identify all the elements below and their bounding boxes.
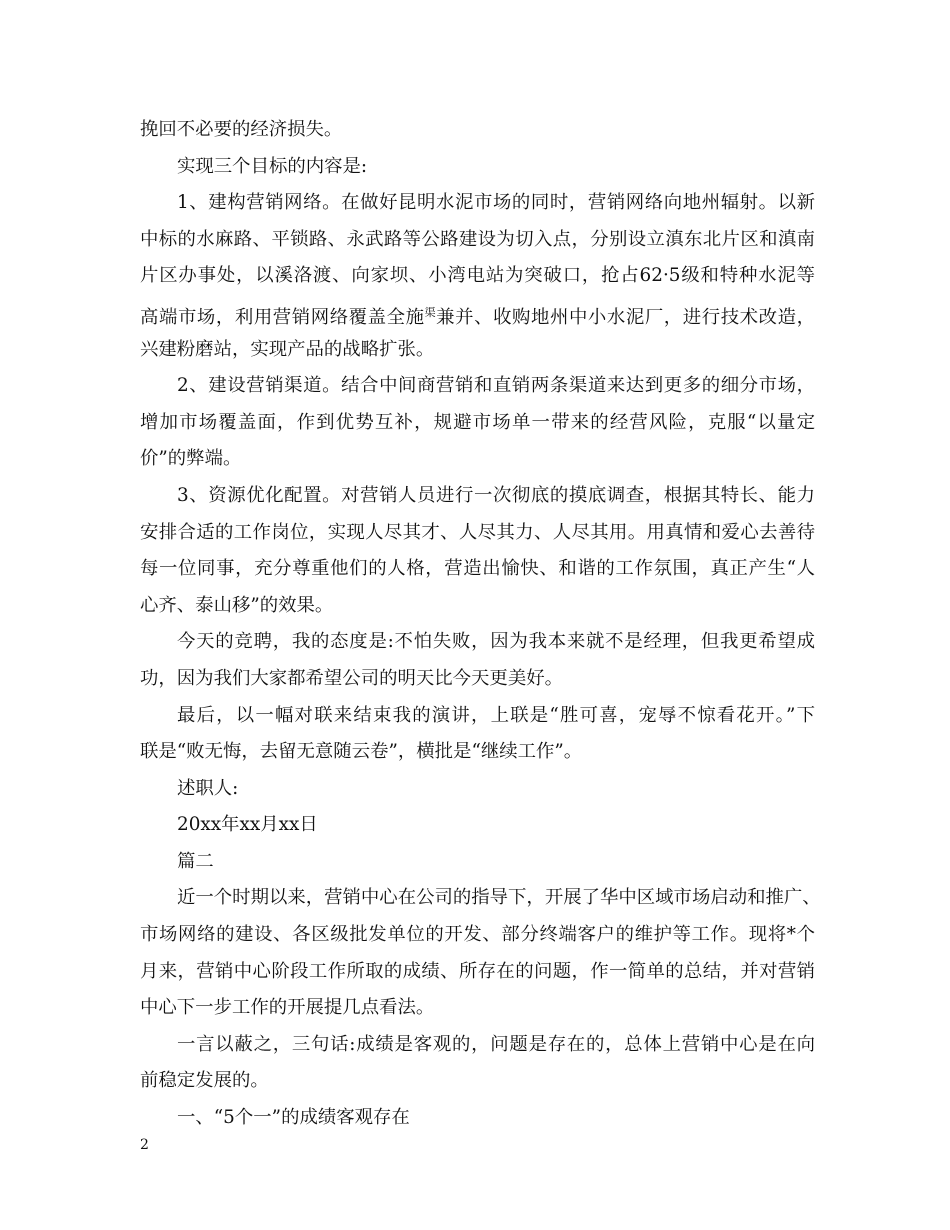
text-line: 最后，以一幅对联来结束我的演讲，上联是“胜可喜，宠辱不惊看花开。”下 <box>177 704 815 726</box>
text-line: 市场网络的建设、各区级批发单位的开发、部分终端客户的维护等工作。现将*个 <box>140 924 815 946</box>
text-line <box>140 295 815 332</box>
text-line: 联是“败无悔，去留无意随云卷”，横批是“继续工作”。 <box>140 741 583 763</box>
text-line: 20xx年xx月xx日 <box>177 814 318 836</box>
text-line: 1、建构营销网络。在做好昆明水泥市场的同时，营销网络向地州辐射。以新 <box>177 192 815 214</box>
text-segment: 兼并、收购地州中小水泥厂，进行技术改造， <box>436 307 815 329</box>
text-line: 每一位同事，充分尊重他们的人格，营造出愉快、和谐的工作氛围，真正产生“人 <box>140 558 815 580</box>
text-line: 近一个时期以来，营销中心在公司的指导下，开展了华中区域市场启动和推广、 <box>177 887 821 909</box>
page-number: 2 <box>140 1137 149 1153</box>
text-line: 片区办事处，以溪洛渡、向家坝、小湾电站为突破口，抢占62·5级和特种水泥等 <box>140 265 815 287</box>
text-line: 中心下一步工作的开展提几点看法。 <box>140 997 435 1019</box>
text-line: 价”的弊端。 <box>140 448 242 470</box>
text-line: 功，因为我们大家都希望公司的明天比今天更美好。 <box>140 667 563 689</box>
text-line: 中标的水麻路、平锁路、永武路等公路建设为切入点，分别设立滇东北片区和滇南 <box>140 228 815 250</box>
text-line: 增加市场覆盖面，作到优势互补，规避市场单一带来的经营风险，克服“以量定 <box>140 411 815 433</box>
text-line: 3、资源优化配置。对营销人员进行一次彻底的摸底调查，根据其特长、能力 <box>177 484 815 506</box>
text-line: 挽回不必要的经济损失。 <box>140 119 343 140</box>
text-line: 安排合适的工作岗位，实现人尽其才、人尽其力、人尽其用。用真情和爱心去善待 <box>140 521 815 543</box>
text-line: 今天的竞聘，我的态度是:不怕失败，因为我本来就不是经理，但我更希望成 <box>177 631 815 653</box>
text-line: 一、“5个一”的成绩客观存在 <box>177 1107 410 1129</box>
text-line: 篇二 <box>177 850 214 872</box>
text-segment: 高端市场，利用营销网络覆盖全施 <box>140 307 425 329</box>
text-line: 月来，营销中心阶段工作所取的成绩、所存在的问题，作一简单的总结，并对营销 <box>140 960 815 982</box>
text-line: 述职人: <box>177 777 239 799</box>
text-line: 一言以蔽之，三句话:成绩是客观的，问题是存在的，总体上营销中心是在向 <box>177 1033 815 1055</box>
text-line: 前稳定发展的。 <box>140 1070 269 1092</box>
text-line: 心齐、泰山移”的效果。 <box>140 594 334 616</box>
text-line: 兴建粉磨站，实现产品的战略扩张。 <box>140 338 435 360</box>
document-body <box>140 112 821 1137</box>
overlapping-character: 渠 <box>424 305 437 319</box>
text-line: 2、建设营销渠道。结合中间商营销和直销两条渠道来达到更多的细分市场， <box>177 375 815 397</box>
text-line: 实现三个目标的内容是: <box>177 155 368 177</box>
